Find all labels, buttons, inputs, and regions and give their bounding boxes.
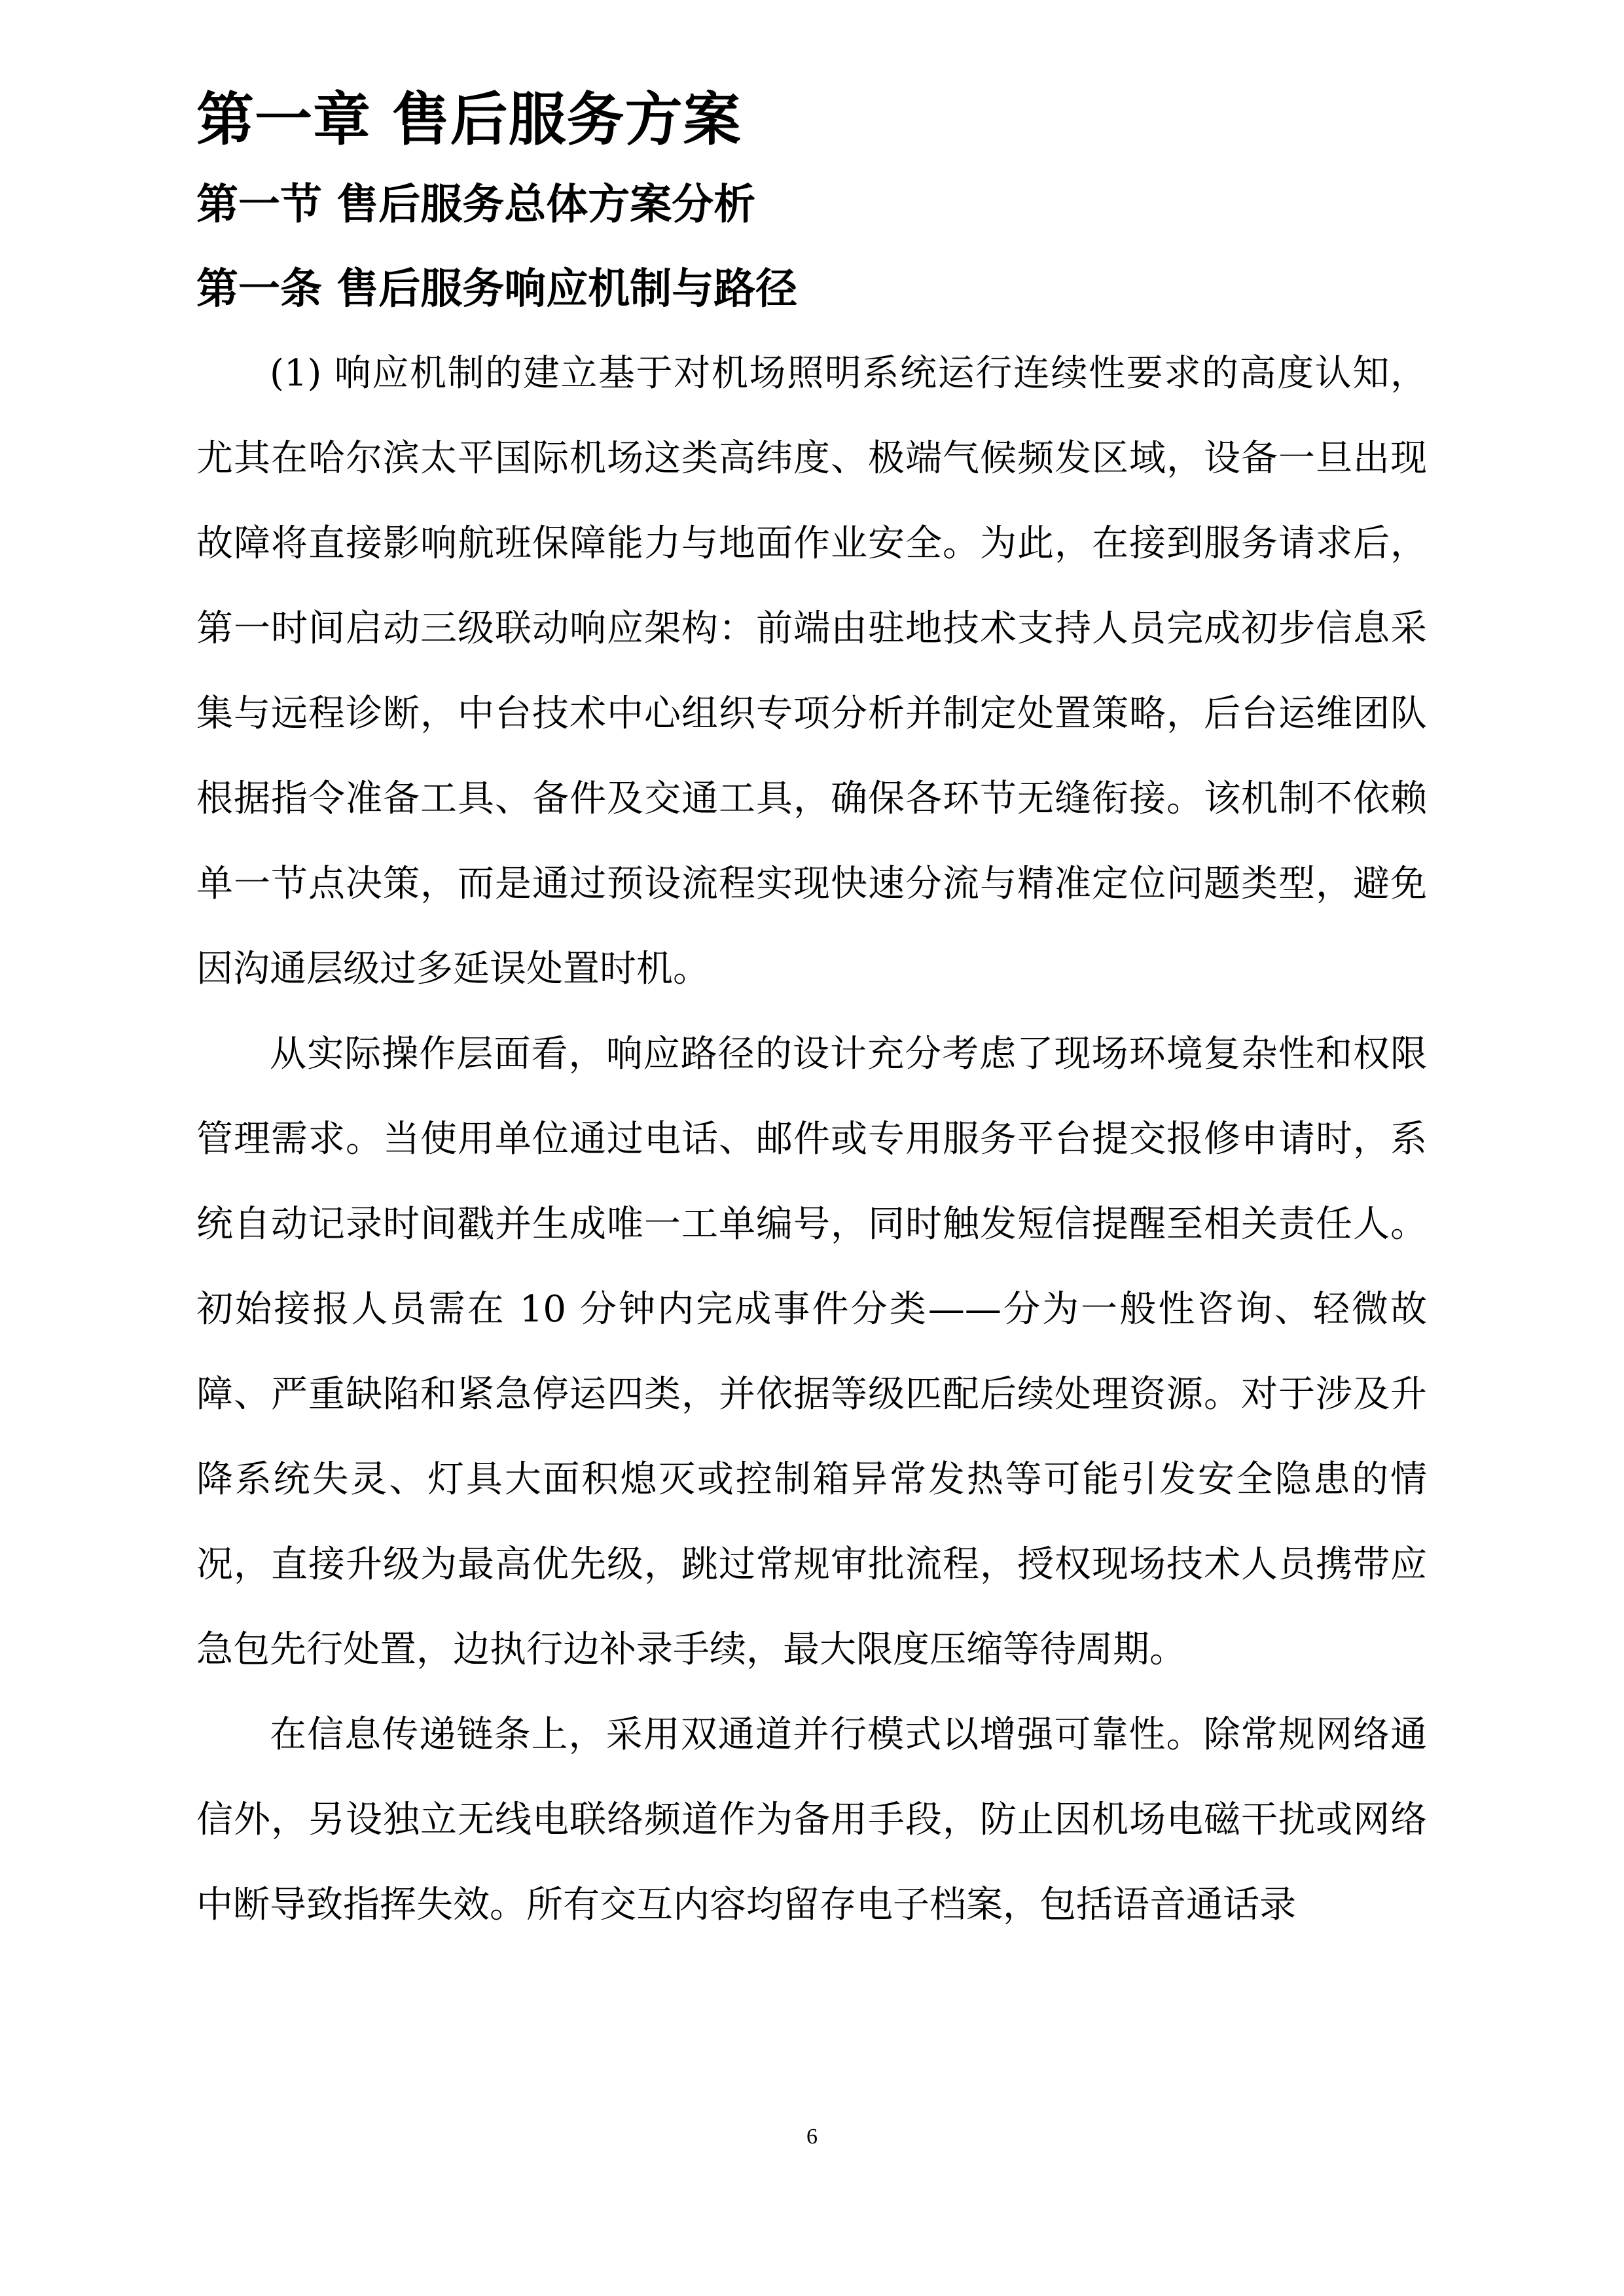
section-title: 第一节 售后服务总体方案分析: [196, 181, 756, 229]
page-content: [196, 77, 1427, 1948]
article-title: 第一条 售后服务响应机制与路径: [196, 265, 798, 314]
paragraph-information-channel: 在信息传递链条上，采用双通道并行模式以增强可靠性。除常规网络通信外，另设独立无线电联络频道作为备用手段，防止因机场电磁干扰或网络中断导致指挥失效。所有交互内容均留存电子档案，包括语音通话录: [196, 1713, 1427, 1926]
paragraph-response-path: 从实际操作层面看，响应路径的设计充分考虑了现场环境复杂性和权限管理需求。当使用单位通过电话、邮件或专用服务平台提交报修申请时，系统自动记录时间戳并生成唯一工单编号，同时触发短信提醒至相关责任人。初始接报人员需在 10 分钟内完成事件分类——分为一般性咨询、轻微故障、严重缺陷和紧急停运四类，并依据等级匹配后续处理资源。对于涉及升降系统失灵、灯具大面积熄灭或控制箱异常发热等可能引发安全隐患的情况，直接升级为最高优先级，跳过常规审批流程，授权现场技术人员携带应急包先行处置，边执行边补录手续，最大限度压缩等待周期。: [196, 1033, 1427, 1671]
chapter-title: 第一章 售后服务方案: [196, 86, 742, 153]
page-number: 6: [806, 2125, 818, 2149]
paragraph-response-mechanism: (1) 响应机制的建立基于对机场照明系统运行连续性要求的高度认知，尤其在哈尔滨太平国际机场这类高纬度、极端气候频发区域，设备一旦出现故障将直接影响航班保障能力与地面作业安全。为此，在接到服务请求后，第一时间启动三级联动响应架构：前端由驻地技术支持人员完成初步信息采集与远程诊断，中台技术中心组织专项分析并制定处置策略，后台运维团队根据指令准备工具、备件及交通工具，确保各环节无缝衔接。该机制不依赖单一节点决策，而是通过预设流程实现快速分流与精准定位问题类型，避免因沟通层级过多延误处置时机。: [196, 352, 1427, 990]
